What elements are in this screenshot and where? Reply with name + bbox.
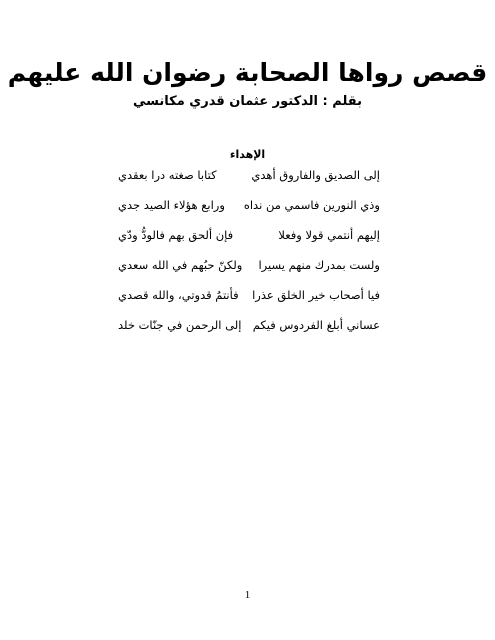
page-title: قصص رواها الصحابة رضوان الله عليهم	[7, 58, 488, 87]
verse-second-hemistich: ورابع هؤلاء الصيد جدي	[118, 198, 225, 212]
verse-first-hemistich: إلى الصديق والفاروق أهدي	[251, 168, 380, 182]
verse-row	[118, 167, 380, 197]
verse-second-hemistich: إلى الرحمن في جنّات خلد	[118, 318, 242, 332]
verse-first-hemistich: ولست بمدرك منهم يسيرا	[258, 258, 380, 272]
verse-first-hemistich: عساني أبلغ الفردوس فيكم	[252, 318, 380, 332]
page-number: 1	[244, 589, 251, 601]
verse-first-hemistich: فيا أصحاب خير الخلق عذرا	[252, 288, 380, 302]
verse-row	[118, 317, 380, 347]
section-heading: الإهداء	[229, 148, 266, 161]
poem	[118, 167, 380, 347]
verse-first-hemistich: إليهم أنتمي قولا وفعلا	[278, 228, 380, 242]
verse-row	[118, 227, 380, 257]
verse-second-hemistich: كتابا صغته درا بعقدي	[118, 168, 217, 182]
verse-row	[118, 287, 380, 317]
verse-second-hemistich: فإن ألحق بهم فالودُّ ودّي	[118, 228, 234, 242]
verse-row	[118, 257, 380, 287]
verse-first-hemistich: وذي النورين فاسمي من نداه	[243, 198, 380, 212]
verse-second-hemistich: فأنتمُ قدوتي، والله قصدي	[118, 288, 239, 302]
author-line: بقلم : الدكتور عثمان قدري مكانسي	[133, 94, 362, 109]
verse-second-hemistich: ولكنّ حبُهم في الله سعدي	[118, 258, 243, 272]
verse-row	[118, 197, 380, 227]
